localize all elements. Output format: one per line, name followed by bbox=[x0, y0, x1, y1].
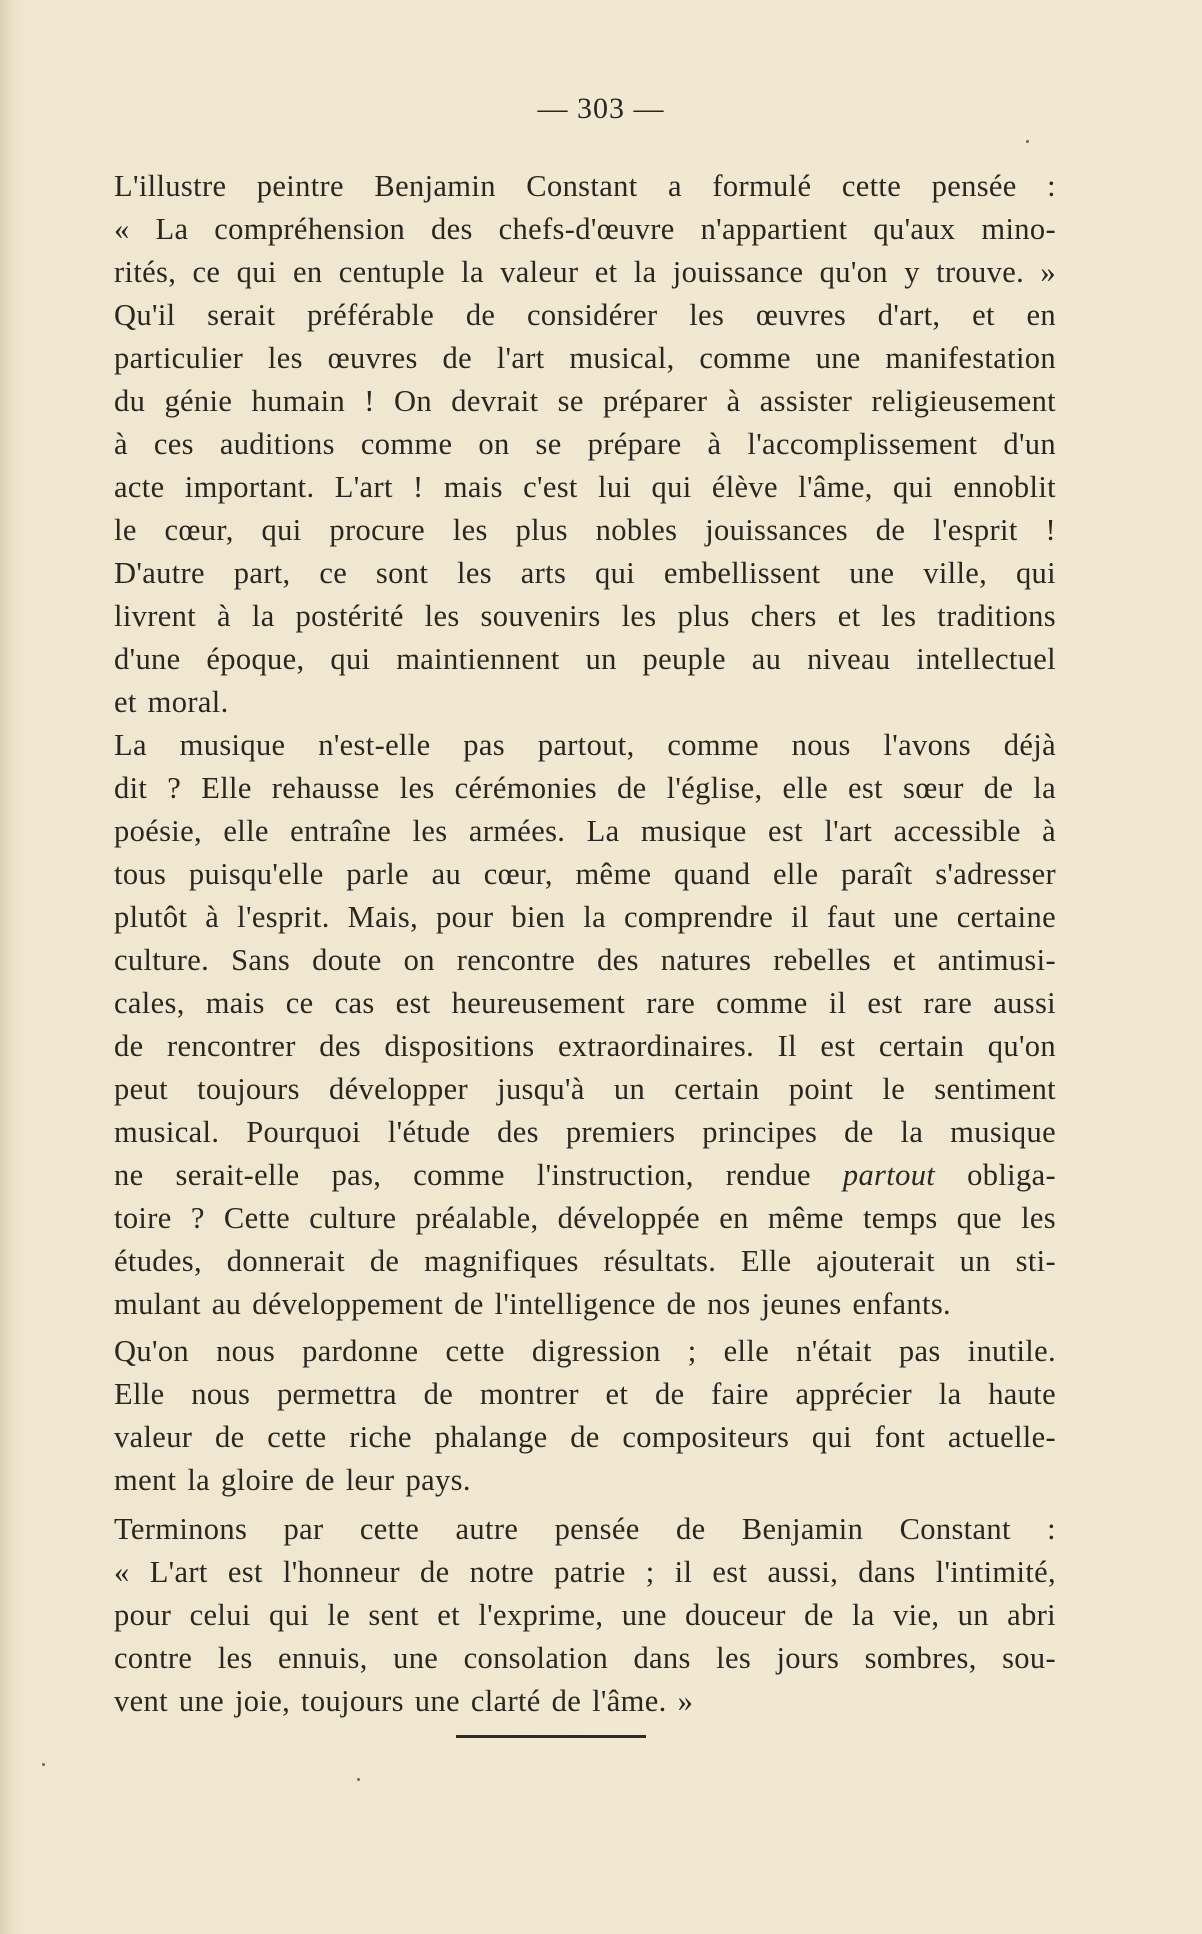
text-line: valeur de cette riche phalange de compositeurs qui font actuelle- bbox=[114, 1420, 1056, 1454]
text-line: études, donnerait de magnifiques résultats. Elle ajouterait un sti- bbox=[114, 1244, 1056, 1278]
text-line: livrent à la postérité les souvenirs les plus chers et les traditions bbox=[114, 599, 1056, 633]
paper-speck bbox=[1026, 140, 1029, 143]
text-line: toire ? Cette culture préalable, développée en même temps que les bbox=[114, 1201, 1056, 1235]
text-line: dit ? Elle rehausse les cérémonies de l'église, elle est sœur de la bbox=[114, 771, 1056, 805]
text-line: de rencontrer des dispositions extraordinaires. Il est certain qu'on bbox=[114, 1029, 1056, 1063]
text-line: et moral. bbox=[114, 685, 229, 719]
text-line: « La compréhension des chefs-d'œuvre n'appartient qu'aux mino- bbox=[114, 212, 1056, 246]
text-line: à ces auditions comme on se prépare à l'accomplissement d'un bbox=[114, 427, 1056, 461]
text-line-with-italic: ne serait-elle pas, comme l'instruction, rendue partout obliga- bbox=[114, 1158, 1056, 1192]
text-line: acte important. L'art ! mais c'est lui qui élève l'âme, qui ennoblit bbox=[114, 470, 1056, 504]
text-line: le cœur, qui procure les plus nobles jouissances de l'esprit ! bbox=[114, 513, 1056, 547]
text-line: d'une époque, qui maintiennent un peuple au niveau intellectuel bbox=[114, 642, 1056, 676]
text-line: Qu'on nous pardonne cette digression ; elle n'était pas inutile. bbox=[114, 1334, 1056, 1368]
text-line: culture. Sans doute on rencontre des natures rebelles et antimusi- bbox=[114, 943, 1056, 977]
text-line: Qu'il serait préférable de considérer les œuvres d'art, et en bbox=[114, 298, 1056, 332]
text-line: ment la gloire de leur pays. bbox=[114, 1463, 471, 1497]
text-line: peut toujours développer jusqu'à un certain point le sentiment bbox=[114, 1072, 1056, 1106]
text-line: musical. Pourquoi l'étude des premiers principes de la musique bbox=[114, 1115, 1056, 1149]
text-line: cales, mais ce cas est heureusement rare comme il est rare aussi bbox=[114, 986, 1056, 1020]
paragraph-1 bbox=[62, 165, 1056, 294]
text-line: rités, ce qui en centuple la valeur et la jouissance qu'on y trouve. » bbox=[114, 255, 1056, 289]
text-line: plutôt à l'esprit. Mais, pour bien la comprendre il faut une certaine bbox=[114, 900, 1056, 934]
text-line: D'autre part, ce sont les arts qui embellissent une ville, qui bbox=[114, 556, 1056, 590]
paragraph-4 bbox=[62, 1330, 1056, 1502]
text-line: mulant au développement de l'intelligence de nos jeunes enfants. bbox=[114, 1287, 952, 1321]
page-number: — 303 — bbox=[537, 92, 665, 125]
text-line: « L'art est l'honneur de notre patrie ; il est aussi, dans l'intimité, bbox=[114, 1555, 1056, 1589]
text-line: pour celui qui le sent et l'exprime, une douceur de la vie, un abri bbox=[114, 1598, 1056, 1632]
text-line: tous puisqu'elle parle au cœur, même quand elle paraît s'adresser bbox=[114, 857, 1056, 891]
paragraph-2 bbox=[62, 294, 1056, 724]
text-line: du génie humain ! On devrait se préparer à assister religieusement bbox=[114, 384, 1056, 418]
paragraph-5 bbox=[62, 1508, 1056, 1723]
text-line: vent une joie, toujours une clarté de l'âme. » bbox=[114, 1684, 694, 1718]
paper-speck bbox=[42, 1763, 45, 1766]
closing-rule bbox=[456, 1735, 646, 1738]
italic-emphasis: partout bbox=[842, 1158, 936, 1192]
text-line: poésie, elle entraîne les armées. La musique est l'art accessible à bbox=[114, 814, 1056, 848]
text-line: contre les ennuis, une consolation dans les jours sombres, sou- bbox=[114, 1641, 1056, 1675]
paper-speck bbox=[357, 1778, 360, 1781]
text-line: La musique n'est-elle pas partout, comme nous l'avons déjà bbox=[114, 728, 1056, 762]
page-text bbox=[62, 165, 1056, 1723]
text-line: particulier les œuvres de l'art musical, comme une manifestation bbox=[114, 341, 1056, 375]
text-line: Terminons par cette autre pensée de Benjamin Constant : bbox=[114, 1512, 1056, 1546]
paragraph-3 bbox=[62, 724, 1056, 1326]
text-line: Elle nous permettra de montrer et de faire apprécier la haute bbox=[114, 1377, 1056, 1411]
text-line: L'illustre peintre Benjamin Constant a formulé cette pensée : bbox=[114, 169, 1056, 203]
